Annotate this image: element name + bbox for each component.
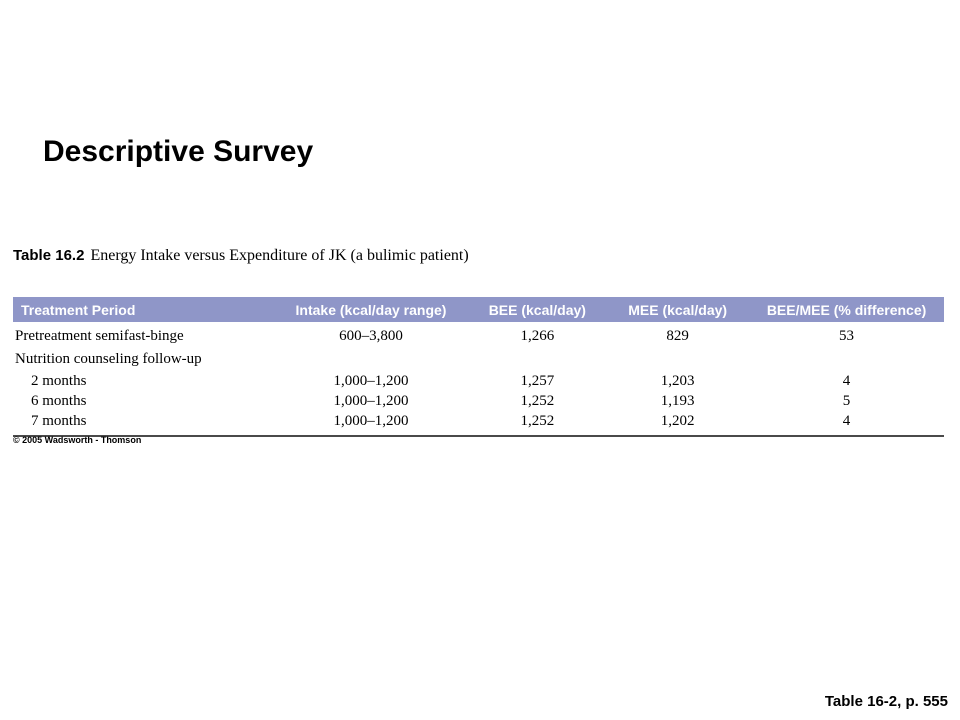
source-reference: Table 16-2, p. 555 [824,693,948,710]
table-number: Table 16.2 [13,247,85,264]
table-group-row [13,347,944,371]
table-row [13,391,944,411]
cell-intake: 600–3,800 [339,328,403,344]
cell-mee: 1,203 [660,373,695,389]
copyright-notice: © 2005 Wadsworth - Thomson [13,435,142,445]
cell-difference: 4 [749,411,944,436]
cell-period: Pretreatment semifast-binge [15,328,184,344]
table-row [13,411,944,436]
cell-difference: 53 [839,328,855,344]
cell-intake: 1,000–1,200 [333,373,409,389]
cell-intake: 1,000–1,200 [333,393,409,409]
table-row [13,371,944,391]
header-treatment-period: Treatment Period [13,297,274,322]
cell-bee: 1,252 [468,411,606,436]
header-difference: BEE/MEE (% difference) [749,297,944,322]
cell-group-label: Nutrition counseling follow-up [15,351,202,367]
table-header-row [13,297,944,322]
header-bee: BEE (kcal/day) [468,297,606,322]
cell-bee: 1,257 [520,373,555,389]
slide-title: Descriptive Survey [43,135,314,168]
cell-difference: 4 [842,373,851,389]
cell-intake: 1,000–1,200 [274,411,469,436]
cell-bee: 1,266 [520,328,555,344]
table-caption [13,247,469,265]
cell-difference: 5 [842,393,851,409]
cell-period: 7 months [13,411,274,436]
energy-table [13,297,944,437]
header-mee: MEE (kcal/day) [606,297,749,322]
table-caption-text: Energy Intake versus Expenditure of JK (a bulimic patient) [90,247,469,264]
cell-mee: 829 [666,328,689,344]
cell-mee: 1,193 [660,393,695,409]
cell-period: 2 months [31,373,87,389]
cell-mee: 1,202 [606,411,749,436]
header-intake: Intake (kcal/day range) [274,297,469,322]
cell-bee: 1,252 [520,393,555,409]
table-row [13,322,944,347]
cell-period: 6 months [31,393,87,409]
